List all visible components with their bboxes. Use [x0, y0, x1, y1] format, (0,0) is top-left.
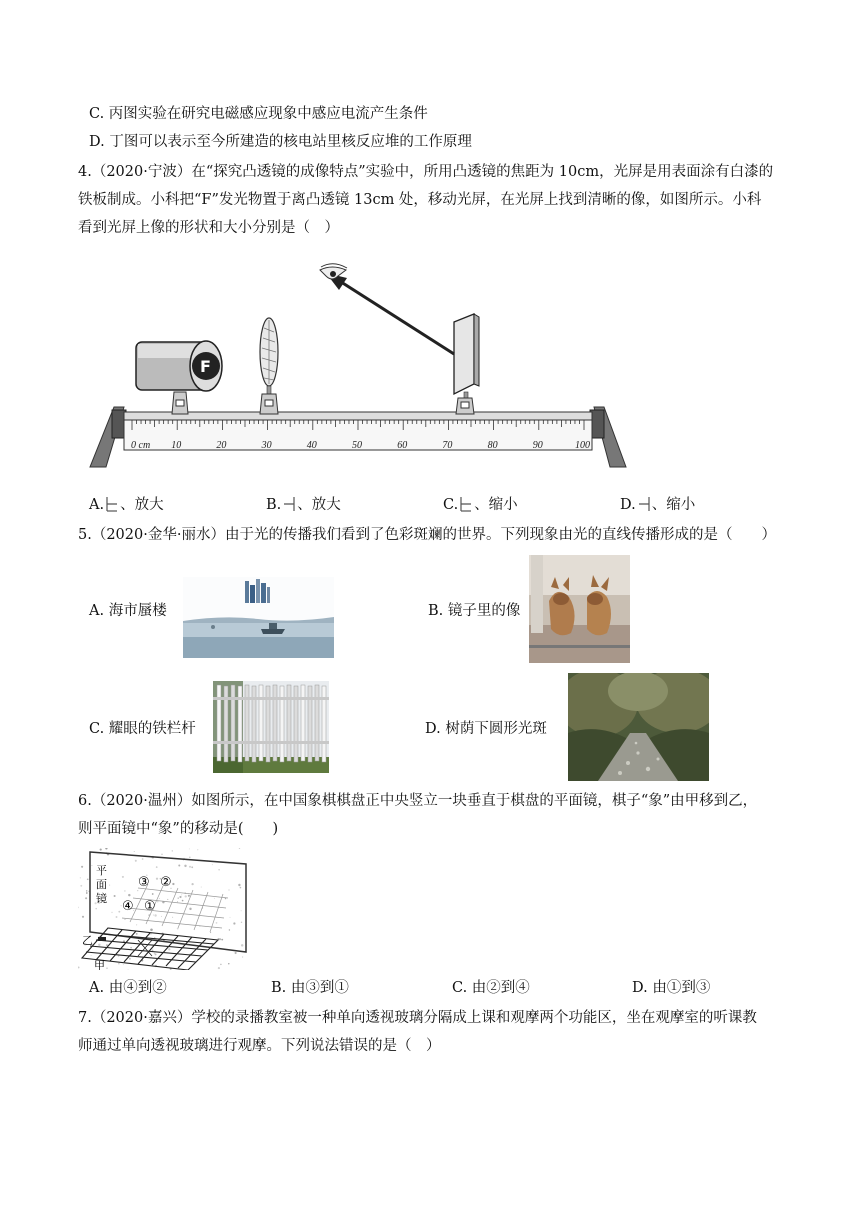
ruler-label: 40: [306, 440, 317, 451]
speckle-dot: [181, 894, 182, 895]
fence-bar: [217, 685, 221, 761]
speckle-dot: [229, 929, 230, 930]
mirage-photo: [183, 577, 334, 658]
speckle-dot: [178, 864, 180, 866]
speckle-dot: [197, 849, 198, 850]
speckle-dot: [130, 947, 132, 949]
speckle-dot: [191, 883, 193, 885]
speckle-dot: [100, 849, 102, 851]
mark-1: ①: [144, 899, 156, 914]
speckle-dot: [240, 887, 242, 889]
label-jia: 甲: [94, 959, 105, 970]
q6-option-a[interactable]: A. 由④到②: [89, 980, 167, 996]
speckle-dot: [218, 869, 219, 870]
ruler-label: 100: [575, 440, 590, 451]
q7-stem-line2: 师通过单向透视玻璃进行观摩。下列说法错误的是（ ）: [78, 1038, 441, 1054]
q4-stem-line2: 铁板制成。小科把“F”发光物置于离凸透镜 13cm 处，移动光屏，在光屏上找到清晰的像，如图所示。小科: [78, 192, 762, 208]
fence-bar: [231, 685, 235, 761]
mark-3: ③: [138, 875, 150, 890]
ruler-unit: 0 cm: [131, 440, 151, 451]
speckle-dot: [216, 922, 218, 924]
q6-option-d[interactable]: D. 由①到③: [632, 980, 711, 996]
speckle-dot: [122, 876, 124, 878]
q6-option-c[interactable]: C. 由②到④: [452, 980, 530, 996]
speckle-dot: [80, 885, 82, 887]
iron-fence-photo: [213, 681, 329, 773]
speckle-dot: [118, 911, 120, 913]
speckle-dot: [106, 967, 108, 969]
speckle-dot: [189, 856, 191, 858]
q5-option-b[interactable]: B. 镜子里的像: [428, 603, 521, 619]
q3-option-d: D. 丁图可以表示至今所建造的核电站里核反应堆的工作原理: [89, 134, 472, 150]
speckle-dot: [238, 884, 240, 886]
speckle-dot: [91, 865, 92, 866]
speckle-dot: [124, 919, 125, 920]
ruler-label: 10: [171, 440, 182, 451]
speckle-dot: [220, 964, 222, 966]
speckle-dot: [111, 912, 112, 913]
speckle-dot: [142, 858, 144, 860]
optical-bench-figure: [88, 262, 628, 472]
speckle-dot: [188, 895, 190, 897]
fence-bar: [315, 685, 319, 761]
fence-bar: [273, 685, 277, 761]
f-inverted-glyph-icon: [282, 496, 296, 512]
f-upright-glyph-icon: [105, 496, 119, 512]
speckle-dot: [106, 944, 108, 946]
speckle-dot: [82, 916, 84, 918]
tree-shade-photo: [568, 673, 709, 781]
speckle-dot: [189, 866, 191, 868]
speckle-dot: [124, 890, 125, 891]
speckle-dot: [228, 963, 229, 964]
q3-option-c: C. 丙图实验在研究电磁感应现象中感应电流产生条件: [89, 106, 428, 122]
speckle-dot: [153, 915, 154, 916]
q6-stem-line1: 6.（2020·温州）如图所示，在中国象棋棋盘正中央竖立一块垂直于棋盘的平面镜，棋子“象”由甲移到乙，: [78, 793, 758, 809]
eye-icon: [320, 264, 347, 279]
mark-4: ④: [122, 899, 134, 914]
speckle-dot: [168, 948, 170, 950]
speckle-dot: [179, 896, 181, 898]
q6-option-b[interactable]: B. 由③到①: [271, 980, 349, 996]
speckle-dot: [116, 916, 118, 918]
svg-text:面: 面: [96, 878, 107, 891]
speckle-dot: [241, 910, 242, 911]
speckle-dot: [134, 851, 135, 852]
speckle-dot: [210, 932, 211, 933]
speckle-dot: [152, 893, 154, 895]
speckle-dot: [152, 949, 154, 951]
speckle-dot: [167, 899, 168, 900]
q4-stem-line1: 4.（2020·宁波）在“探究凸透镜的成像特点”实验中，所用凸透镜的焦距为 10cm，光屏是用表面涂有白漆的: [78, 164, 774, 180]
f-inverted-glyph-icon: [637, 496, 651, 512]
ruler-label: 70: [442, 440, 453, 451]
speckle-dot: [80, 877, 81, 878]
q4-option-d[interactable]: D. 、缩小: [620, 497, 696, 513]
q5-option-a[interactable]: A. 海市蜃楼: [89, 603, 167, 619]
ruler-label: 60: [397, 440, 408, 451]
fence-bar: [301, 685, 305, 761]
speckle-dot: [86, 892, 88, 894]
mark-2: ②: [160, 875, 172, 890]
speckle-dot: [91, 955, 92, 956]
speckle-dot: [172, 917, 173, 918]
speckle-dot: [191, 866, 193, 868]
speckle-dot: [218, 967, 220, 969]
ruler-label: 80: [487, 440, 498, 451]
q4-stem-line3: 看到光屏上像的形状和大小分别是（ ）: [78, 220, 339, 236]
speckle-dot: [185, 895, 187, 897]
speckle-dot: [189, 908, 191, 910]
speckle-dot: [230, 917, 231, 918]
speckle-dot: [123, 964, 124, 965]
ruler-label: 50: [352, 440, 362, 451]
speckle-dot: [95, 908, 97, 910]
speckle-dot: [109, 885, 110, 886]
fence-bar: [287, 685, 291, 761]
speckle-dot: [136, 924, 137, 925]
ruler-label: 20: [216, 440, 227, 451]
speckle-dot: [161, 916, 162, 917]
speckle-dot: [172, 850, 173, 851]
speckle-dot: [154, 953, 156, 955]
ruler-label: 30: [261, 440, 272, 451]
speckle-dot: [128, 894, 130, 896]
f-upright-glyph-icon: [459, 496, 473, 512]
speckle-dot: [150, 929, 153, 932]
chess-mirror-figure: [78, 848, 248, 970]
q5-option-d[interactable]: D. 树荫下圆形光斑: [425, 721, 547, 737]
speckle-dot: [221, 939, 223, 941]
convex-lens: [260, 318, 278, 414]
speckle-dot: [161, 854, 162, 855]
speckle-dot: [87, 878, 89, 880]
fence-bar: [245, 685, 249, 761]
speckle-dot: [184, 865, 186, 867]
speckle-dot: [241, 922, 242, 923]
q6-stem-line2: 则平面镜中“象”的移动是( ): [78, 821, 279, 837]
q5-option-c[interactable]: C. 耀眼的铁栏杆: [89, 721, 196, 737]
speckle-dot: [242, 956, 243, 957]
speckle-dot: [233, 922, 235, 924]
speckle-dot: [212, 864, 213, 865]
speckle-dot: [118, 963, 119, 964]
light-source: [136, 341, 222, 391]
speckle-dot: [137, 890, 138, 891]
speckle-dot: [157, 901, 158, 902]
q4-option-a[interactable]: A. 、放大: [89, 497, 164, 513]
speckle-dot: [241, 944, 243, 946]
speckle-dot: [172, 883, 174, 885]
light-screen: [454, 314, 479, 414]
speckle-dot: [201, 887, 202, 888]
speckle-dot: [129, 958, 131, 960]
speckle-dot: [154, 914, 156, 916]
speckle-dot: [81, 866, 83, 868]
speckle-dot: [85, 897, 87, 899]
source-letter: F: [200, 357, 211, 376]
speckle-dot: [228, 889, 229, 890]
speckle-dot: [235, 952, 237, 954]
mirror-dog-photo: [529, 555, 630, 663]
speckle-dot: [159, 898, 160, 899]
svg-text:镜: 镜: [96, 892, 107, 905]
q4-option-c[interactable]: C. 、缩小: [443, 497, 518, 513]
fence-bar: [259, 685, 263, 761]
speckle-dot: [189, 848, 190, 849]
q7-stem-line1: 7.（2020·嘉兴）学校的录播教室被一种单向透视玻璃分隔成上课和观摩两个功能区，坐在观摩室的听课教: [78, 1010, 757, 1026]
svg-text:平: 平: [96, 864, 107, 877]
speckle-dot: [114, 895, 116, 897]
speckle-dot: [182, 900, 184, 902]
speckle-dot: [156, 866, 158, 868]
speckle-dot: [177, 901, 178, 902]
ruler-label: 90: [532, 440, 543, 451]
speckle-dot: [219, 938, 221, 940]
speckle-dot: [178, 897, 179, 898]
label-yi: 乙: [82, 934, 93, 947]
q4-option-b[interactable]: B. 、放大: [266, 497, 341, 513]
q5-stem-line1: 5.（2020·金华·丽水）由于光的传播我们看到了色彩斑斓的世界。下列现象由光的直线传播形成的是（ ）: [78, 527, 776, 543]
speckle-dot: [98, 944, 100, 946]
speckle-dot: [136, 933, 138, 935]
speckle-dot: [135, 860, 137, 862]
speckle-dot: [214, 898, 215, 899]
speckle-dot: [156, 878, 158, 880]
speckle-dot: [86, 890, 87, 891]
